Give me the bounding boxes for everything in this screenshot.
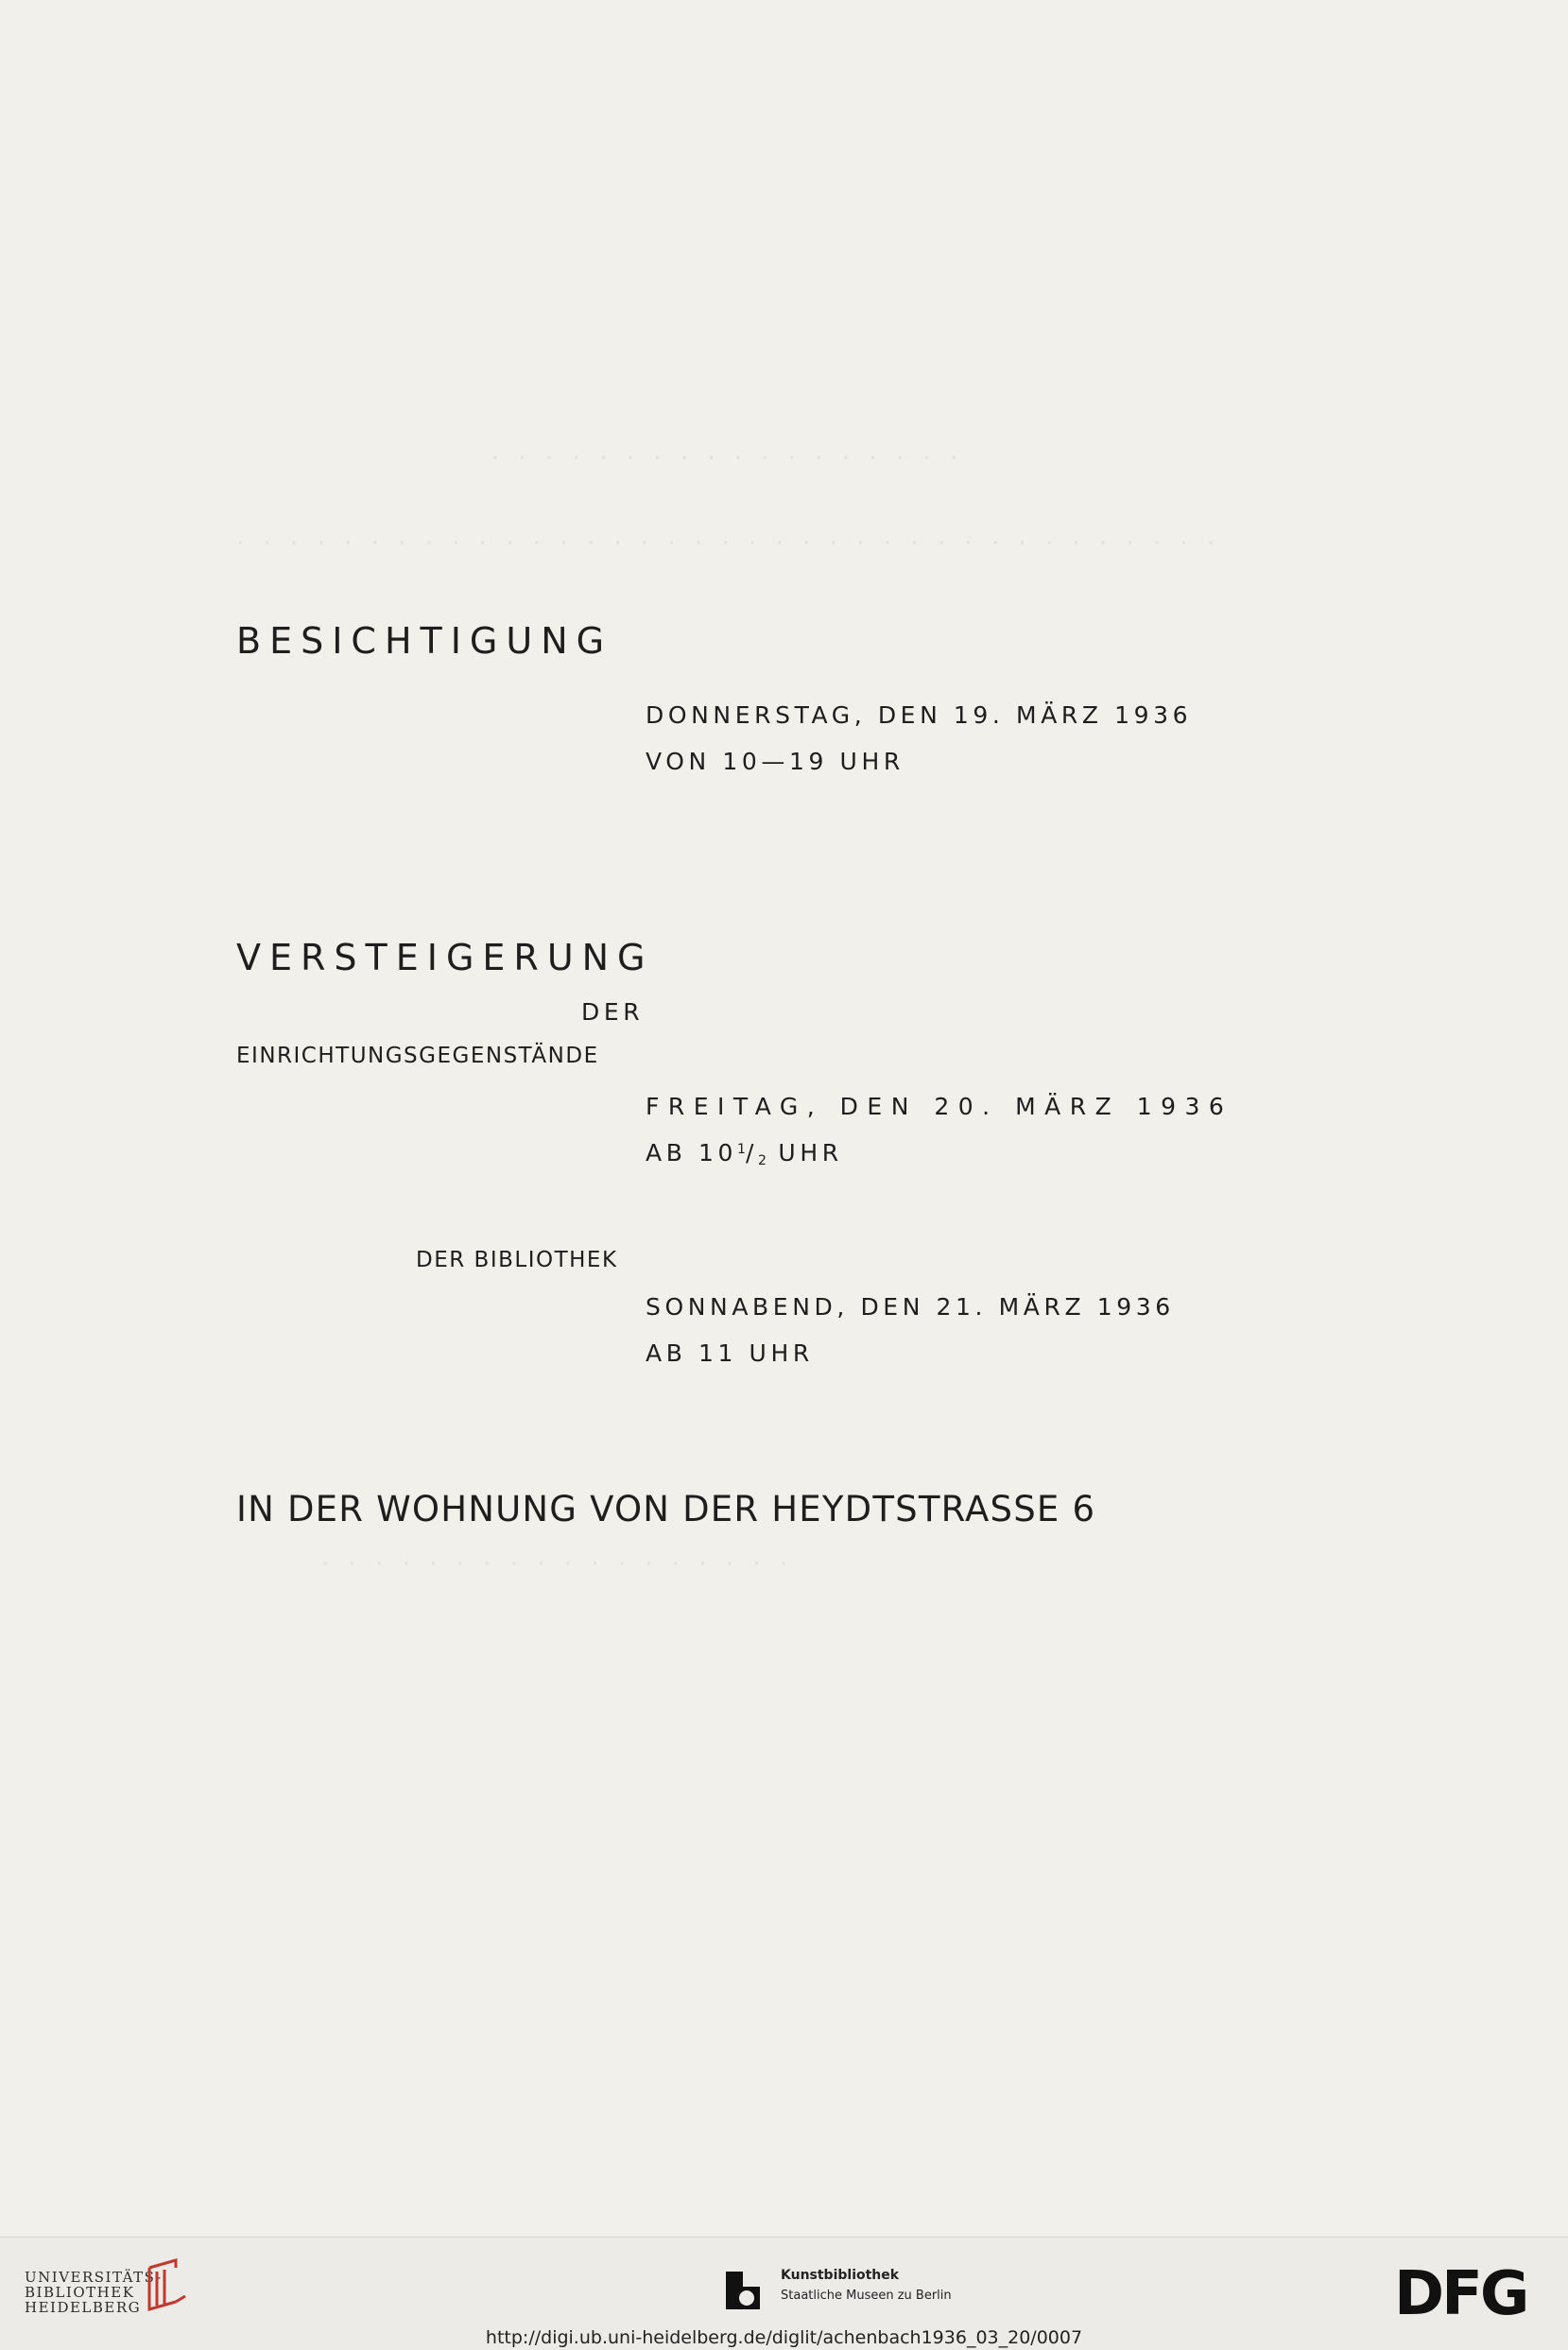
freitag-date: FREITAG, DEN 20. MÄRZ 1936 [646,1093,1233,1120]
sonnabend-time: AB 11 UHR [646,1339,814,1367]
label-der-bibliothek: DER BIBLIOTHEK [416,1248,618,1272]
freitag-time: AB $10^1/_2$ UHR [646,1139,843,1168]
heading-versteigerung: VERSTEIGERUNG [236,937,654,978]
show-through-text: · · · · · · · · · · · · · · · · · · [491,444,964,473]
label-der: DER [581,998,645,1026]
location-line: IN DER WOHNUNG VON DER HEYDTSTRASSE 6 [236,1489,1096,1529]
dfg-logo: DFG [1394,2259,1527,2329]
show-through-text: · · · · · · · · · · · · · · · · · · · · · · · · · · · · · · · · · · · · · [236,529,1221,558]
show-through-text: · · · · · · · · · · · · · · · · · · [321,1550,794,1579]
footer-bar [0,2237,1568,2350]
besichtigung-time: VON 10—19 UHR [646,748,905,775]
kunstbibliothek-logo-icon [718,2266,767,2315]
university-library-name: UNIVERSITÄTS- BIBLIOTHEK HEIDELBERG [25,2269,163,2316]
sonnabend-date: SONNABEND, DEN 21. MÄRZ 1936 [646,1293,1175,1321]
besichtigung-date: DONNERSTAG, DEN 19. MÄRZ 1936 [646,701,1193,729]
kunstbibliothek-text: Kunstbibliothek Staatliche Museen zu Berlin [781,2268,952,2303]
heidelberg-logo-icon [144,2258,189,2315]
heading-besichtigung: BESICHTIGUNG [236,620,613,662]
source-url[interactable]: http://digi.ub.uni-heidelberg.de/diglit/achenbach1936_03_20/0007 [485,2327,1083,2348]
label-einrichtungsgegenstaende: EINRICHTUNGSGEGENSTÄNDE [236,1044,599,1068]
